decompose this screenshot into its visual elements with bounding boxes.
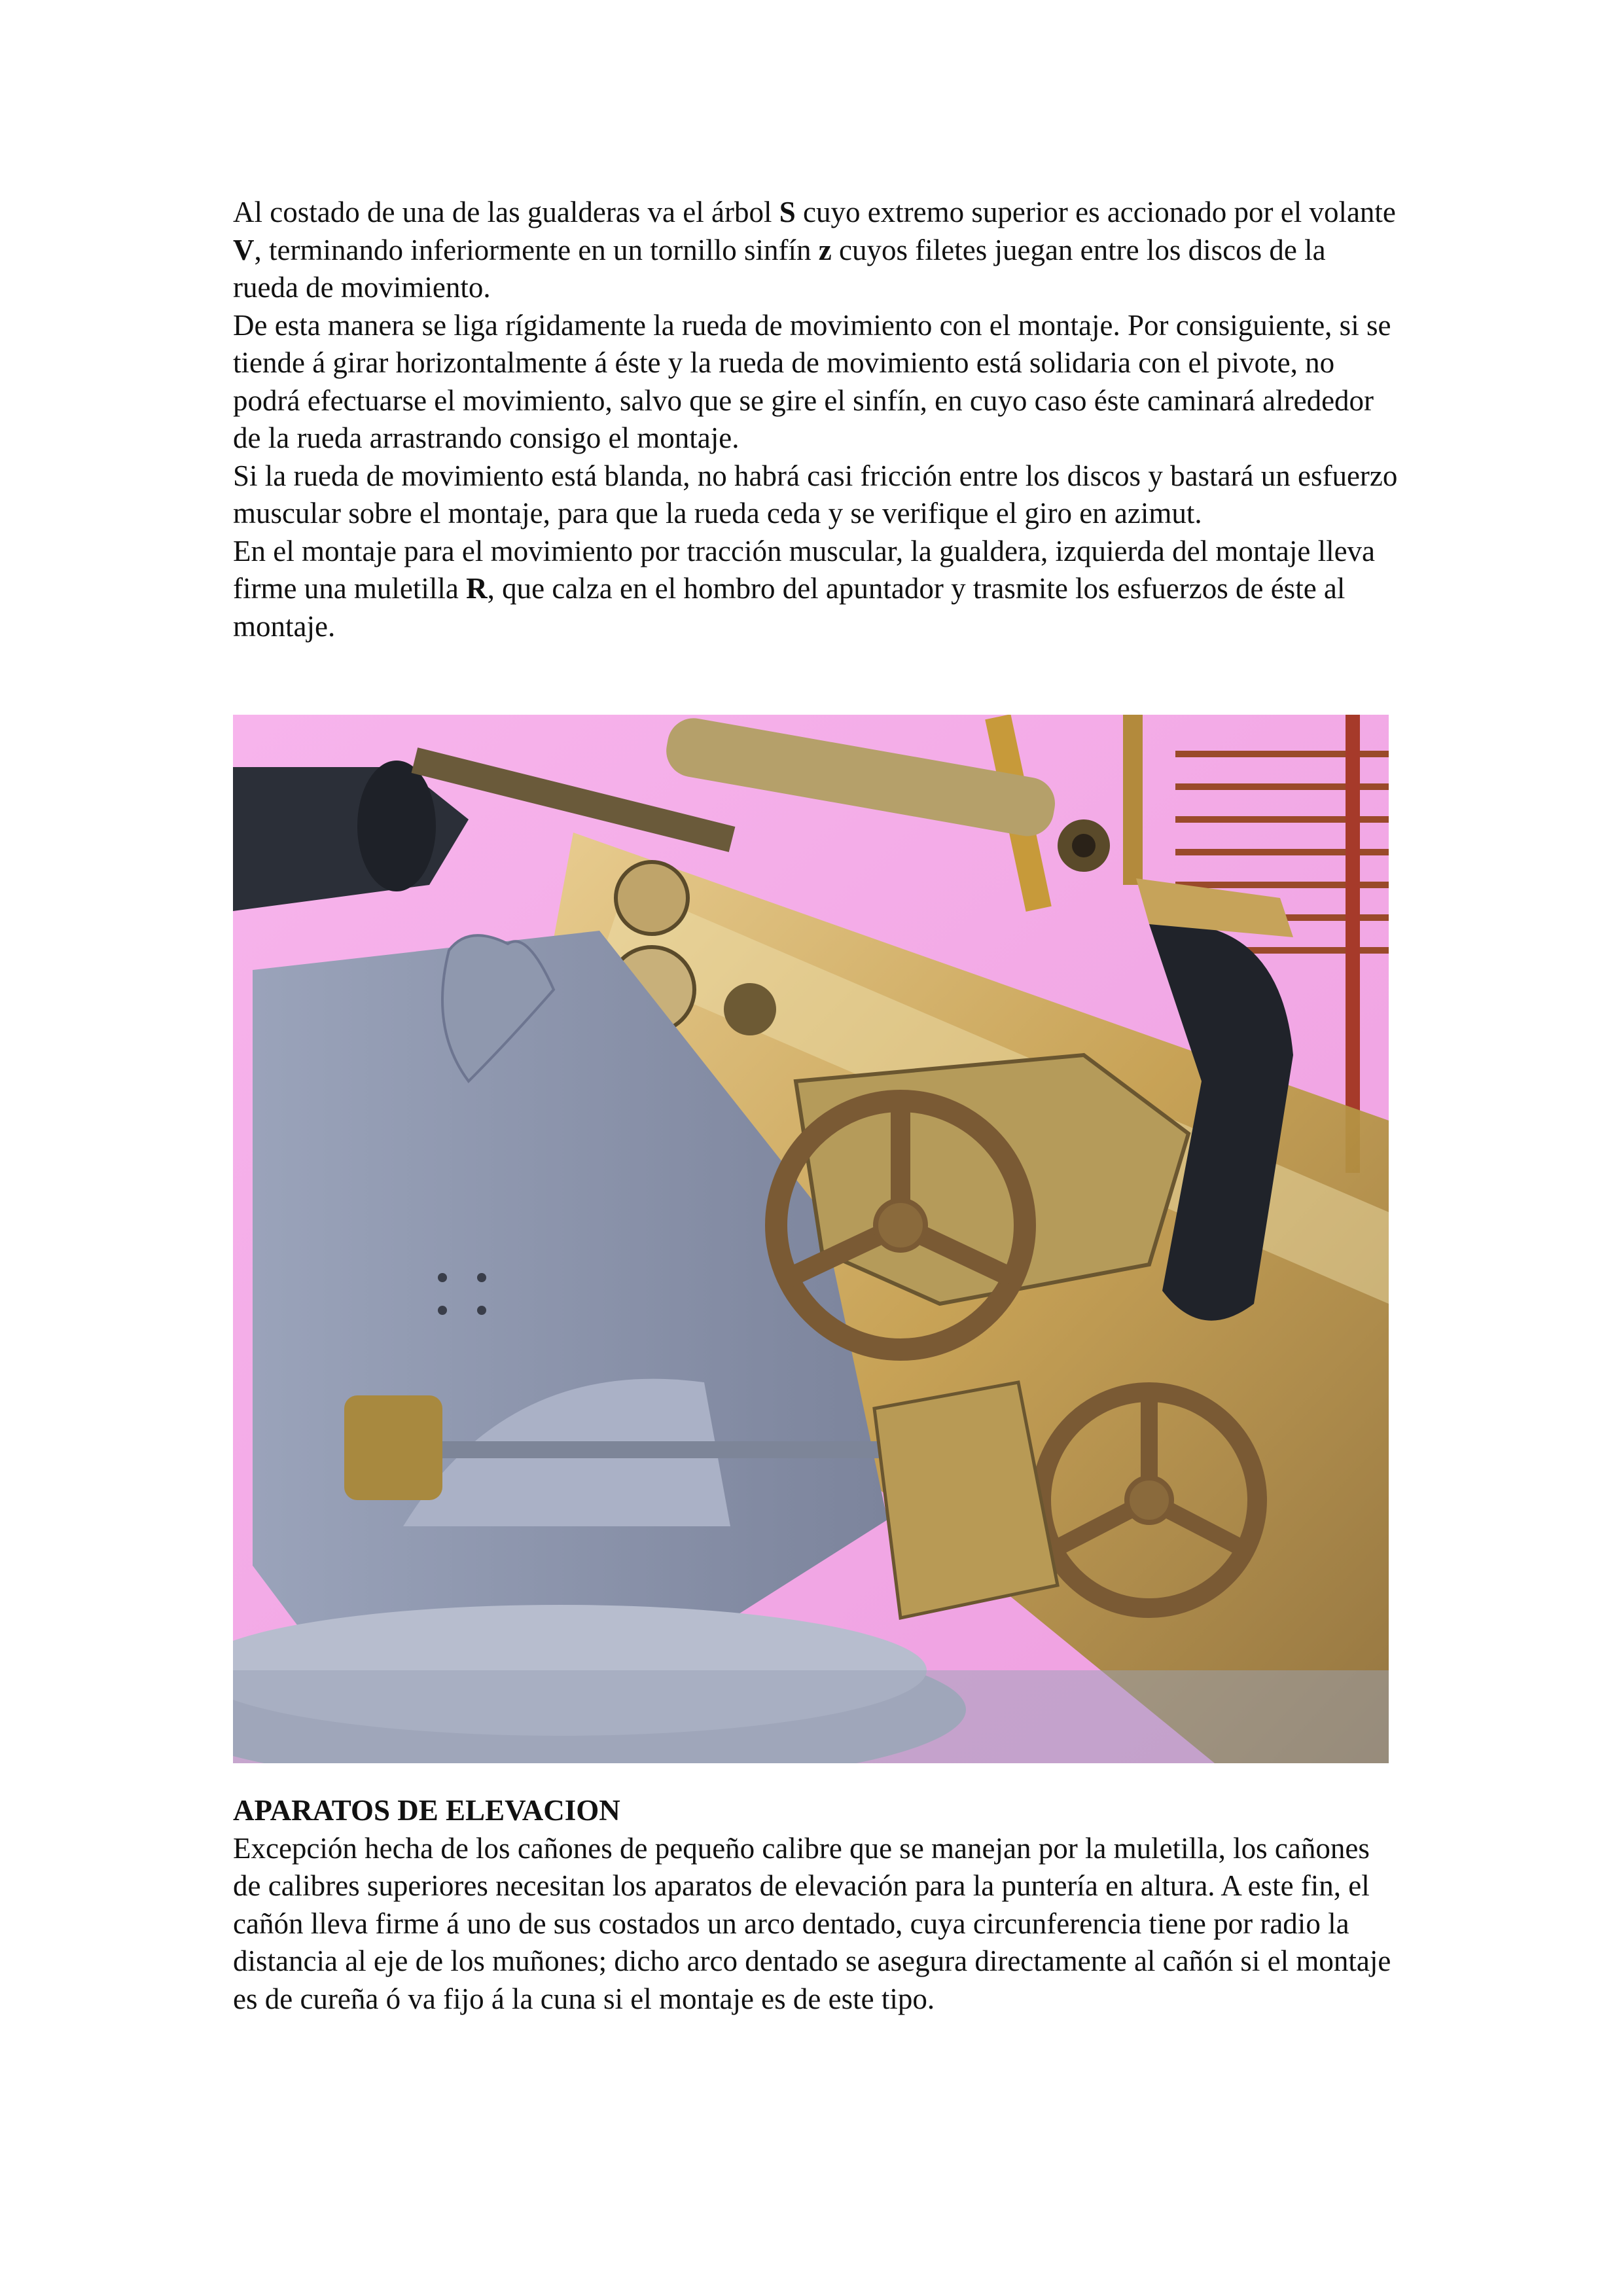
paragraph bbox=[233, 194, 1398, 307]
paragraph bbox=[233, 307, 1398, 457]
bold-label: R bbox=[466, 572, 488, 605]
text-run: cuyos filetes juegan entre los discos de la rueda de movimiento. bbox=[233, 233, 1326, 304]
section-paragraph: Excepción hecha de los cañones de pequeño calibre que se manejan por la muletilla, los cañones de calibres superiores necesitan los aparatos de elevación para la puntería en altura. A este fin, el cañón lleva firme á uno de sus costados un arco dentado, cuya circunferencia tiene por radio la distancia al eje de los muñones; dicho arco dentado se asegura directamente al cañón si el montaje es de cureña ó va fijo á la cuna si el montaje es de este tipo. bbox=[233, 1831, 1391, 2015]
text-run: , terminando inferiormente en un tornillo sinfín bbox=[254, 233, 819, 266]
paragraph bbox=[233, 533, 1398, 646]
text-run: En el montaje para el movimiento por tracción muscular, la gualdera, izquierda del montaje lleva firme una muletilla bbox=[233, 534, 1376, 605]
bold-label: z bbox=[818, 233, 832, 266]
section-heading: APARATOS DE ELEVACION bbox=[233, 1794, 620, 1827]
text-run: Al costado de una de las gualderas va el árbol bbox=[233, 196, 779, 228]
paragraph bbox=[233, 457, 1398, 533]
body-text-top bbox=[233, 194, 1398, 645]
bold-label: S bbox=[779, 196, 796, 228]
gun-mount-photo bbox=[233, 715, 1389, 1763]
text-run: cuyo extremo superior es accionado por el volante bbox=[795, 196, 1396, 228]
text-run: De esta manera se liga rígidamente la rueda de movimiento con el montaje. Por consiguiente, si se tiende á girar horizontalmente á éste y la rueda de movimiento está solidaria con el pivote, no podrá efectuarse el movimiento, salvo que se gire el sinfín, en cuyo caso éste caminará alrededor de la rueda arrastrando consigo el montaje. bbox=[233, 308, 1391, 454]
gun-mount-illustration bbox=[233, 715, 1389, 1763]
section-elevation bbox=[233, 1792, 1398, 2018]
text-run: Si la rueda de movimiento está blanda, no habrá casi fricción entre los discos y bastará un esfuerzo muscular sobre el montaje, para que la rueda ceda y se verifique el giro en azimut. bbox=[233, 459, 1398, 529]
text-run: , que calza en el hombro del apuntador y trasmite los esfuerzos de éste al montaje. bbox=[233, 572, 1346, 643]
bold-label: V bbox=[233, 233, 255, 266]
